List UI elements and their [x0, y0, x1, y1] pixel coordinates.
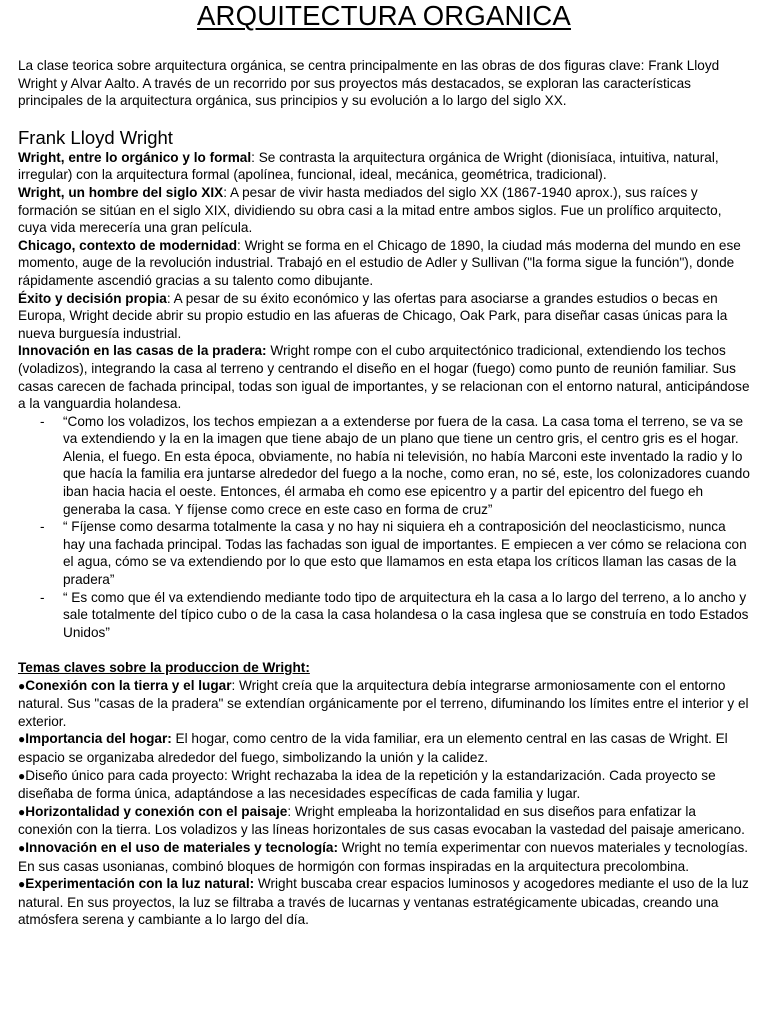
theme-lead: Conexión con la tierra y el lugar	[25, 677, 232, 693]
themes-heading: Temas claves sobre la produccion de Wright:	[18, 660, 310, 675]
theme-lead: Experimentación con la luz natural:	[25, 876, 255, 892]
theme-item	[18, 839, 750, 875]
bullet-icon: ●	[18, 840, 26, 855]
dash-bullet: -	[40, 589, 45, 605]
dash-bullet: -	[40, 519, 45, 535]
bullet-icon: ●	[18, 678, 26, 693]
theme-item	[18, 875, 750, 929]
paragraph-lead: Innovación en las casas de la pradera:	[18, 343, 267, 359]
bullet-icon: ●	[18, 732, 26, 747]
quote-text: “Como los voladizos, los techos empiezan a a extenderse por fuera de la casa. La casa toma el terreno, se va se va extendiendo y la en la imagen que tiene abajo de un plano que tiene un centro gris, el centro gris es el hogar. Alenia, el fuego. En esta época, obviamente, no había ni televisión, no había Marconi este inventado la radio y lo que hacía la familia era juntarse alrededor del fuego a la noche, como eran, no sé, este, los colonizadores cuando iban hacia hacia el oeste. Entonces, él armaba eh como ese epicentro y a partir del epicentro del fuego eh generaba la casa. Y fíjense como crece en este caso en forma de cruz”	[63, 413, 750, 517]
theme-item	[18, 730, 750, 766]
bullet-icon: ●	[18, 768, 26, 783]
paragraph-lead: Wright, un hombre del siglo XIX	[18, 184, 224, 200]
theme-item	[18, 767, 750, 803]
theme-text: Wright buscaba crear espacios luminosos y acogedores mediante el uso de la luz natural. En sus proyectos, la luz se filtraba a través de lucarnas y ventanas estratégicamente ubicadas, creando una atmósfera serena y cambiante a lo largo del día.	[18, 876, 749, 928]
theme-text: El hogar, como centro de la vida familiar, era un elemento central en las casas de Wright. El espacio se organizaba alrededor del fuego, simbolizando la unión y la calidez.	[18, 731, 728, 765]
theme-lead: Importancia del hogar:	[25, 731, 172, 747]
paragraph-pradera	[18, 342, 750, 412]
quote-text: “ Es como que él va extendiendo mediante todo tipo de arquitectura eh la casa a lo largo del terreno, a lo ancho y sale totalmente del típico cubo o de la casa la casa holandesa o la casa inglesa que se construía en todo Estados Unidos”	[63, 589, 749, 640]
theme-text: : Wright creía que la arquitectura debía integrarse armoniosamente con el entorno natural. Sus "casas de la pradera" se extendían orgánicamente por el terreno, difuminando los límites entre el interior y el exterior.	[18, 677, 749, 729]
paragraph-lead: Chicago, contexto de modernidad	[18, 237, 238, 253]
bullet-icon: ●	[18, 877, 26, 892]
paragraph-chicago	[18, 237, 750, 290]
quote-item	[18, 518, 750, 588]
document-title-text: ARQUITECTURA ORGANICA	[197, 0, 571, 31]
paragraph-organico-formal	[18, 149, 750, 184]
quote-item	[18, 589, 750, 642]
quote-item	[18, 413, 750, 519]
dash-bullet: -	[40, 413, 45, 429]
theme-text: Diseño único para cada proyecto: Wright rechazaba la idea de la repetición y la estandarización. Cada proyecto se diseñaba de forma única, adaptándose a las necesidades específicas de cada familia y lugar.	[18, 767, 716, 802]
theme-lead: Innovación en el uso de materiales y tecnología:	[25, 839, 338, 855]
document-title	[18, 0, 750, 31]
theme-lead: Horizontalidad y conexión con el paisaje	[25, 803, 288, 819]
paragraph-lead: Éxito y decisión propia	[18, 290, 167, 306]
paragraph-text: : A pesar de vivir hasta mediados del siglo XX (1867-1940 aprox.), sus raíces y formación se sitúan en el siglo XIX, dividiendo su obra casi a la mitad entre ambos siglos. Fue un prolífico arquitecto, cuya vida merecería una gran película.	[18, 184, 722, 236]
quote-list	[18, 413, 750, 642]
theme-text: : Wright empleaba la horizontalidad en sus diseños para enfatizar la conexión con la tierra. Los voladizos y las líneas horizontales de sus casas evocaban la vastedad del paisaje americano.	[18, 803, 745, 838]
paragraph-lead: Wright, entre lo orgánico y lo formal	[18, 149, 252, 165]
paragraph-text: Wright rompe con el cubo arquitectónico tradicional, extendiendo los techos (voladizos), integrando la casa al terreno y centrando el diseño en el hogar (fuego) como punto de reunión familiar. Sus casas carecen de fachada principal, todas son igual de importantes, y se relacionan con el entorno natural, anticipándose a la vanguardia holandesa.	[18, 343, 750, 412]
paragraph-siglo-xix	[18, 184, 750, 237]
paragraph-exito	[18, 290, 750, 343]
theme-item	[18, 677, 750, 731]
paragraph-text: : A pesar de su éxito económico y las ofertas para asociarse a grandes estudios o becas en Europa, Wright decide abrir su propio estudio en las afueras de Chicago, Oak Park, para diseñar casas únicas para la nueva burguesía industrial.	[18, 290, 728, 341]
section-heading: Frank Lloyd Wright	[18, 126, 173, 148]
theme-text: Wright no temía experimentar con nuevos materiales y tecnologías. En sus casas usonianas, combinó bloques de hormigón con formas inspiradas en la arquitectura precolombina.	[18, 839, 749, 874]
paragraph-text: : Wright se forma en el Chicago de 1890, la ciudad más moderna del mundo en ese momento, auge de la revolución industrial. Trabajó en el estudio de Adler y Sullivan ("la forma sigue la función"), donde rápidamente ascendió gracias a su talento como dibujante.	[18, 237, 741, 288]
quote-text: “ Fíjense como desarma totalmente la casa y no hay ni siquiera eh a contraposición del neoclasticismo, nunca hay una fachada principal. Todas las fachadas son igual de importantes. E empiecen a ver cómo se relaciona con el agua, cómo se va extendiendo por lo que esto que llamamos en esta etapa los críticos llaman las casas de la pradera”	[63, 519, 747, 588]
paragraph-text: : Se contrasta la arquitectura orgánica de Wright (dionisíaca, intuitiva, natural, irregular) con la arquitectura formal (apolínea, funcional, ideal, mecánica, geométrica, tradicional).	[18, 149, 719, 183]
bullet-icon: ●	[18, 804, 26, 819]
theme-item	[18, 803, 750, 839]
intro-paragraph: La clase teorica sobre arquitectura orgánica, se centra principalmente en las obras de dos figuras clave: Frank Lloyd Wright y Alvar Aalto. A través de un recorrido por sus proyectos más destacados, se exploran las características principales de la arquitectura orgánica, sus principios y su evolución a lo largo del siglo XX.	[18, 58, 720, 109]
